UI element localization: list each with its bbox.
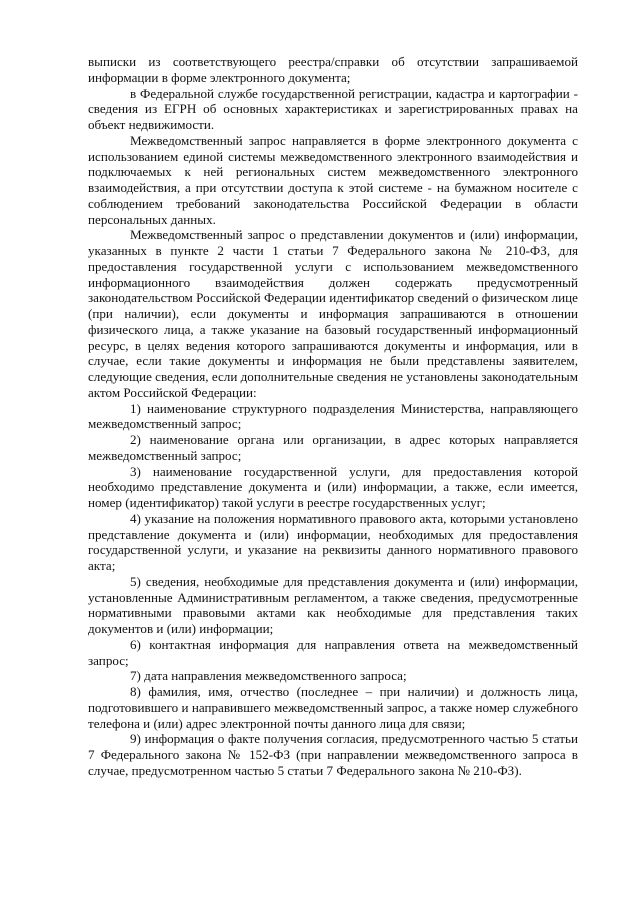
list-item-7: 7) дата направления межведомственного запроса; <box>130 668 407 684</box>
paragraph-rosreestr: в Федеральной службе государственной регистрации, кадастра и картографии - сведения из ЕГРН об основных характеристиках и зарегистрированных правах на объект недвижимости. <box>88 85 578 132</box>
document-page <box>88 54 578 779</box>
list-item-6: 6) контактная информация для направления ответа на межведомственный запрос; <box>88 636 578 668</box>
list-item-8: 8) фамилия, имя, отчество (последнее – при наличии) и должность лица, подготовившего и направившего межведомственный запрос, а также номер служебного телефона и (или) адрес электронной почты данного лица для связи; <box>88 684 578 731</box>
list-item-5: 5) сведения, необходимые для представления документа и (или) информации, установленные Административным регламентом, а также сведения, предусмотренные нормативными правовыми актами как необходимые для представления таких документов и (или) информации; <box>88 573 578 636</box>
paragraph-extract-form: выписки из соответствующего реестра/справки об отсутствии запрашиваемой информации в форме электронного документа; <box>88 54 578 85</box>
list-item-1: 1) наименование структурного подразделения Министерства, направляющего межведомственный запрос; <box>88 400 578 432</box>
list-item-2: 2) наименование органа или организации, в адрес которых направляется межведомственный запрос; <box>88 432 578 463</box>
list-item-9: 9) информация о факте получения согласия, предусмотренного частью 5 статьи 7 Федерального закона № 152-ФЗ (при направлении межведомственного запроса в случае, предусмотренном частью 5 статьи 7 Федерального закона № 210-ФЗ). <box>88 731 578 778</box>
paragraph-electronic-request: Межведомственный запрос направляется в форме электронного документа с использованием единой системы межведомственного электронного взаимодействия и подключаемых к ней региональных систем межведомственного электронного взаимодействия, а при отсутствии доступа к этой системе - на бумажном носителе с соблюдением требований законодательства Российской Федерации в области персональных данных. <box>88 132 578 227</box>
list-item-3: 3) наименование государственной услуги, для предоставления которой необходимо представление документа и (или) информации, а также, если имеется, номер (идентификатор) такой услуги в реестре государственных услуг; <box>88 463 578 510</box>
list-item-4: 4) указание на положения нормативного правового акта, которыми установлено представление документа и (или) информации, необходимых для предоставления государственной услуги, и указание на реквизиты данного нормативного правового акта; <box>88 510 578 573</box>
paragraph-request-content: Межведомственный запрос о представлении документов и (или) информации, указанных в пункте 2 части 1 статьи 7 Федерального закона № 210-ФЗ, для предоставления государственной услуги с использованием межведомственного информационного взаимодействия должен содержать предусмотренный законодательством Российской Федерации идентификатор сведений о физическом лице (при наличии), если документы и информация запрашиваются в отношении физического лица, а также указание на базовый государственный информационный ресурс, в целях ведения которого запрашиваются документы и информация, или в случае, если такие документы и информация не были представлены заявителем, следующие сведения, если дополнительные сведения не установлены законодательным актом Российской Федерации: <box>88 227 578 400</box>
